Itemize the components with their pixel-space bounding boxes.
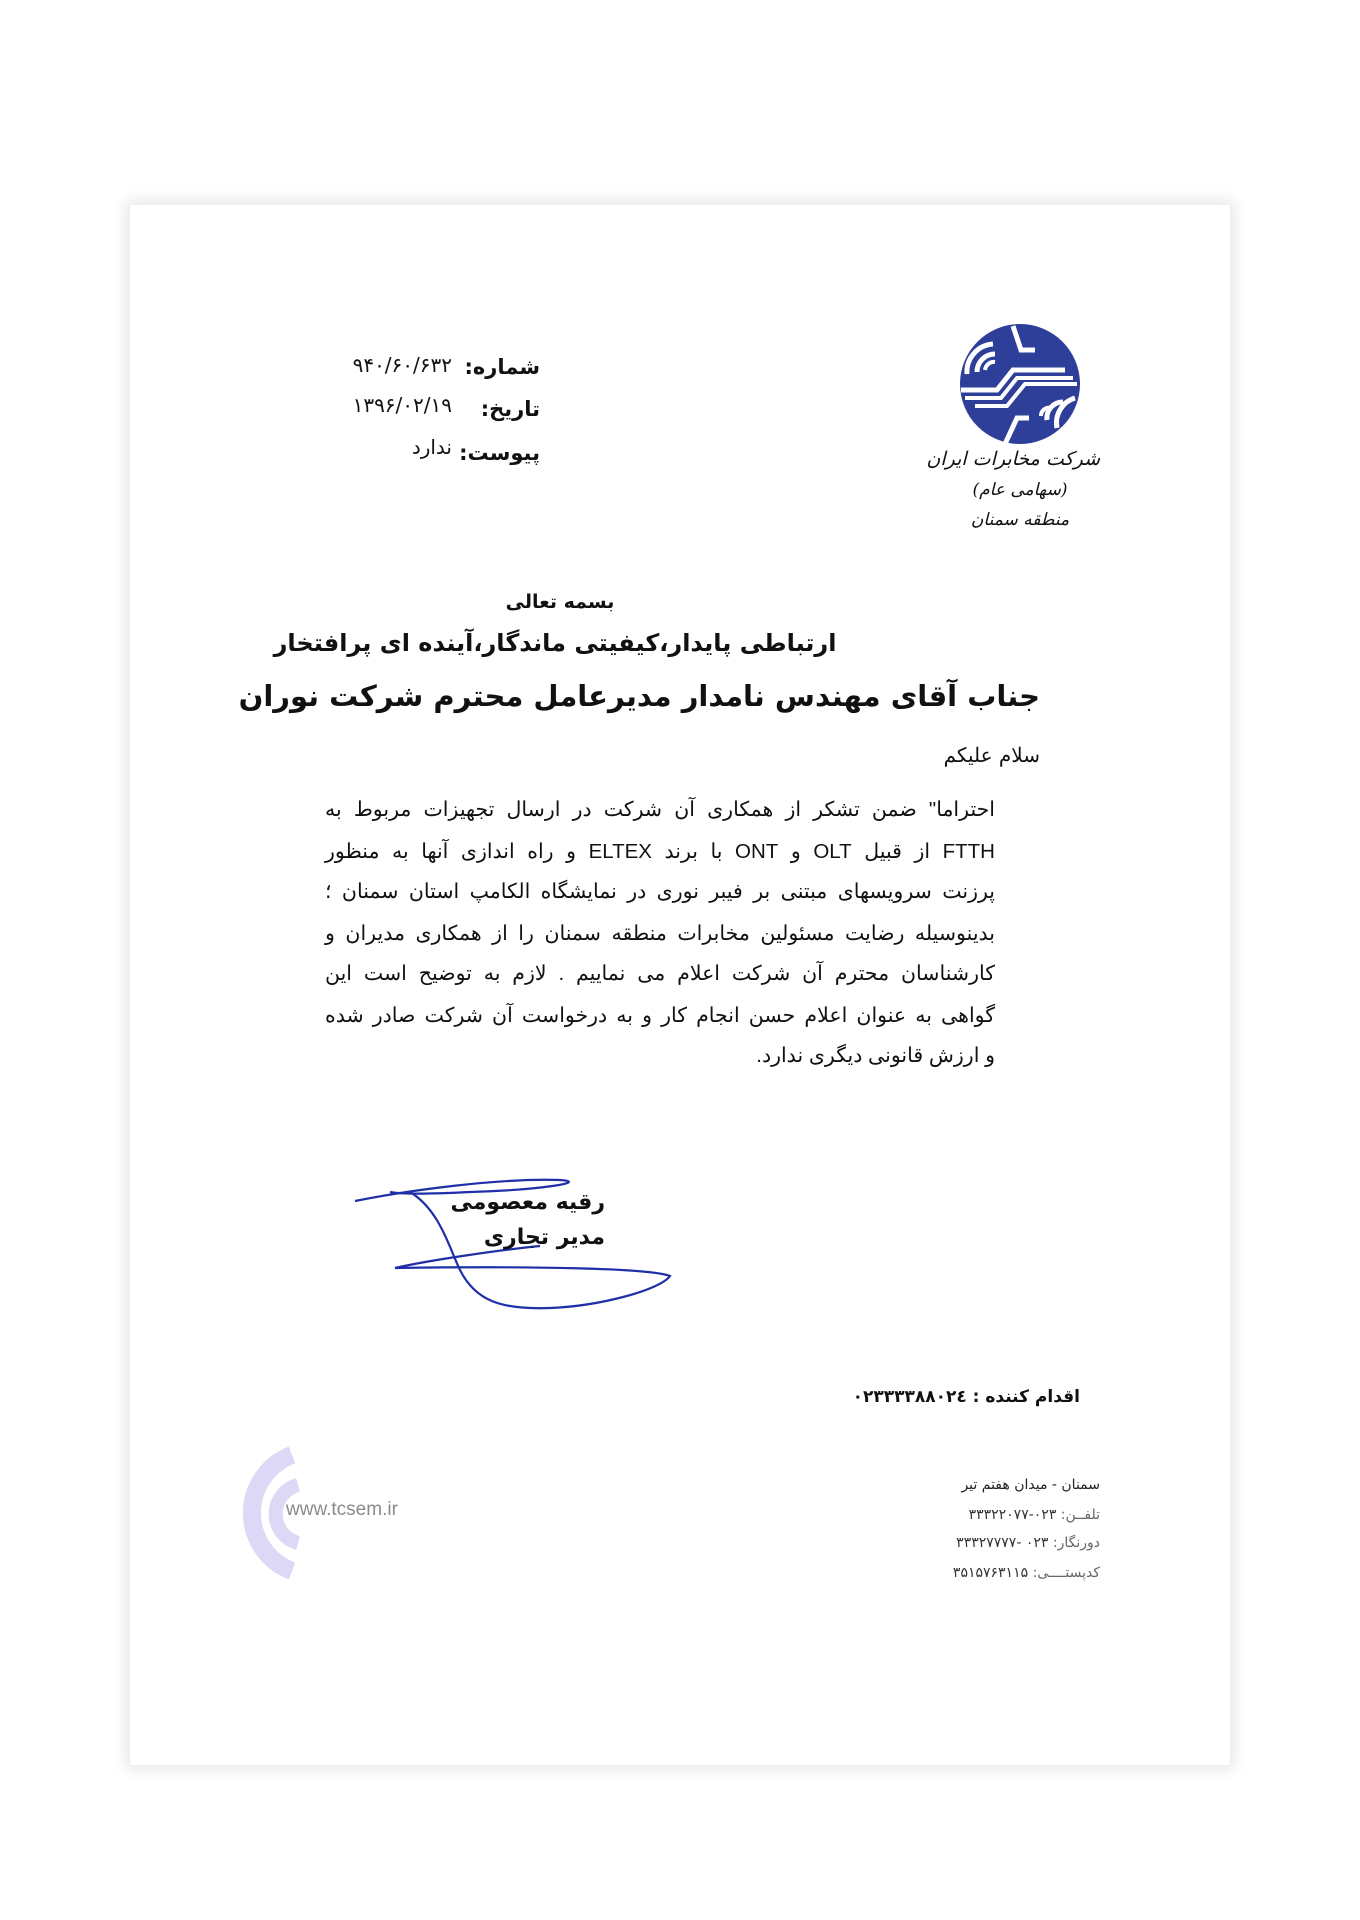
address: سمنان - میدان هفتم تیر <box>961 1477 1100 1493</box>
phone-value: ۰۲۳-۳۳۳۲۲۰۷۷ <box>968 1507 1057 1523</box>
body-line: پرزنت سرویسهای مبتنی بر فیبر نوری در نمایشگاه الکامپ استان سمنان ؛ <box>325 880 995 903</box>
company-logo <box>926 320 1100 560</box>
slogan-heading: ارتباطی پایدار،کیفیتی ماندگار،آینده ای پرافتخار <box>273 629 837 657</box>
body-line: FTTH از قبیل OLT و ONT با برند ELTEX و راه اندازی آنها به منظور <box>325 840 995 863</box>
addressee-heading: جناب آقای مهندس نامدار مدیرعامل محترم شرکت نوران <box>238 679 1040 713</box>
fax-label: دورنگار: <box>1052 1535 1100 1551</box>
postal-code <box>953 1565 1100 1581</box>
letter-page <box>130 205 1230 1765</box>
greeting: سلام علیکم <box>943 743 1040 767</box>
number-value: ۹۴۰/۶۰/۶۳۲ <box>352 353 452 377</box>
postal-value: ۳۵۱۵۷۶۳۱۱۵ <box>952 1565 1029 1581</box>
date-label: تاریخ: <box>480 397 540 421</box>
body-line: و ارزش قانونی دیگری ندارد. <box>756 1044 995 1067</box>
invocation-heading: بسمه تعالی <box>505 591 615 613</box>
body-line: کارشناسان محترم آن شرکت اعلام می نماییم . لازم به توضیح است این <box>325 962 995 985</box>
logo-region: منطقه سمنان <box>970 510 1070 530</box>
website-link[interactable]: www.tcsem.ir <box>286 1499 398 1520</box>
number-label: شماره: <box>464 355 540 379</box>
body-line: احتراما" ضمن تشکر از همکاری آن شرکت در ارسال تجهیزات مربوط به <box>325 798 995 821</box>
signatory-title: مدیر تجاری <box>483 1225 605 1250</box>
attachment-label: پیوست: <box>459 441 540 465</box>
signature-block <box>350 1170 700 1320</box>
body-line: گواهی به عنوان اعلام حسن انجام کار و به درخواست آن شرکت صادر شده <box>325 1004 995 1027</box>
signatory-name: رقیه معصومی <box>450 1190 605 1215</box>
action-by-phone: ۰۲۳۳۳۳۸۸۰۲٤ <box>852 1387 967 1407</box>
phone <box>969 1507 1100 1523</box>
fax-value: ۰۲۳ -۳۳۳۲۷۷۷۷ <box>956 1535 1049 1551</box>
logo-company-name: شرکت مخابرات ایران <box>926 448 1100 470</box>
fax <box>956 1535 1100 1551</box>
telecommunication-logo-icon <box>955 320 1085 450</box>
website-block <box>230 1445 530 1585</box>
phone-label: تلفــن: <box>1060 1507 1100 1523</box>
postal-label: کدپستــــی: <box>1032 1565 1100 1581</box>
body-line: بدینوسیله رضایت مسئولین مخابرات منطقه سمنان را از همکاری مدیران و <box>325 922 995 945</box>
date-value: ۱۳۹۶/۰۲/۱۹ <box>352 393 452 417</box>
attachment-value: ندارد <box>411 435 452 459</box>
letter-meta <box>300 355 540 495</box>
action-by <box>853 1387 1080 1407</box>
action-by-label: اقدام کننده : <box>972 1387 1080 1407</box>
logo-company-type: (سهامی عام) <box>972 480 1068 500</box>
